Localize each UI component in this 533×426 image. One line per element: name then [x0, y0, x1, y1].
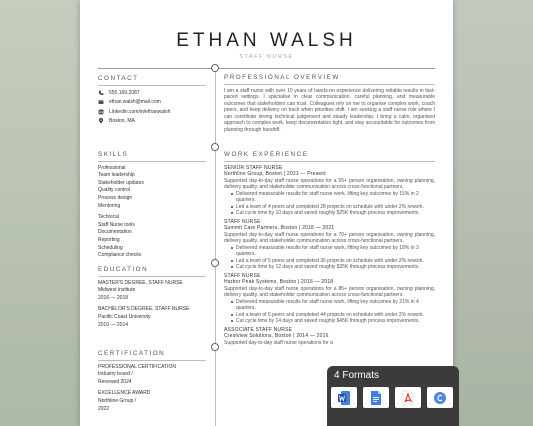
- contact-email[interactable]: ethan.walsh@mail.com: [98, 98, 206, 108]
- certification-section: [98, 350, 206, 413]
- contact-heading: CONTACT: [98, 75, 139, 82]
- cert-date: Renewed 2024: [98, 378, 132, 385]
- timeline-dot: [211, 143, 219, 151]
- word-icon: [337, 390, 351, 406]
- pdf-icon: [401, 390, 415, 406]
- job-title: ASSOCIATE STAFF NURSE: [224, 326, 293, 333]
- resume-name: ETHAN WALSH: [176, 30, 357, 51]
- job-bullet: Led a team of 5 peers and completed 36 projects on schedule with under 2% rework.: [224, 258, 435, 265]
- skill-item: Documentation: [98, 229, 132, 236]
- job-summary: Supported day-to-day staff nurse operations for a 85+ person organisation, owning planning, delivery quality, and stakeholder communication across cross-functional partners.: [224, 285, 435, 298]
- skill-item: Mentoring: [98, 202, 121, 209]
- formats-badge: [327, 366, 459, 426]
- skill-item: Scheduling: [98, 244, 123, 251]
- education-dates: 2016 — 2018: [98, 294, 129, 301]
- overview-text: I am a staff nurse with over 10 years of hands-on experience delivering reliable results in fast-paced settings. I specialise in clear communication, careful planning, and measurable outcomes that stakeholders can trust. Colleagues rely on me to organise complex work, coach peers, and keep delivery on track when priorities shift. I am seeking a staff nurse role where I can contribute strong technical judgement and steady leadership. I bring a calm, organised approach to complex work, keep documentation tight, and stay accountable for outcomes from planning through handoff.: [224, 87, 435, 133]
- header-divider: [98, 68, 435, 69]
- education-heading: EDUCATION: [98, 266, 149, 273]
- job-summary: Supported day-to-day staff nurse operations for a 70+ person organisation, owning planning, delivery quality, and stakeholder communication across cross-functional partners.: [224, 231, 435, 244]
- contact-section: [98, 75, 206, 127]
- skill-group-title: Technical: [98, 214, 119, 221]
- overview-section: [224, 75, 435, 133]
- job-bullet: Cut cycle time by 12 days and saved roughly $35K through process improvements.: [224, 264, 435, 271]
- job-bullet: Delivered measurable results for staff nurse work, lifting key outcomes by 15% in 2 quarters.: [224, 191, 435, 204]
- contact-location: Boston, MA: [98, 117, 206, 127]
- job-title: SENIOR STAFF NURSE: [224, 164, 283, 171]
- canva-format-button[interactable]: [427, 387, 453, 408]
- education-dates: 2010 — 2014: [98, 321, 129, 328]
- job-company: Summit Care Partners, Boston | 2018 — 2021: [224, 225, 335, 231]
- experience-heading: WORK EXPERIENCE: [224, 151, 309, 158]
- job-bullet: Led a team of 6 peers and completed 44 projects on schedule with under 2% rework.: [224, 312, 435, 319]
- job-summary: Supported day-to-day staff nurse operations for a: [224, 339, 333, 346]
- job-entry: [224, 219, 435, 271]
- pdf-format-button[interactable]: [395, 387, 421, 408]
- timeline-dot: [211, 64, 219, 72]
- job-company: Harbor Peak Systems, Boston | 2016 — 2018: [224, 279, 334, 285]
- skills-heading: SKILLS: [98, 151, 129, 158]
- skill-item: Reporting: [98, 236, 120, 243]
- job-title: STAFF NURSE: [224, 218, 261, 225]
- job-bullet: Led a team of 4 peers and completed 28 projects on schedule with under 2% rework.: [224, 204, 435, 211]
- job-bullet: Delivered measurable results for staff nurse work, lifting key outcomes by 18% in 3 quarters.: [224, 245, 435, 258]
- skill-item: Process design: [98, 194, 133, 201]
- resume-page: [80, 0, 453, 426]
- job-bullet: Cut cycle time by 10 days and saved roughly $25K through process improvements.: [224, 210, 435, 217]
- google-docs-icon: [369, 390, 383, 406]
- background-right: [453, 0, 533, 426]
- skill-item: Staff Nurse tools: [98, 221, 135, 228]
- phone-icon: [98, 91, 105, 96]
- timeline-line: [215, 68, 216, 426]
- job-summary: Supported day-to-day staff nurse operations for a 55+ person organisation, owning planning, delivery quality, and stakeholder communication across cross-functional partners.: [224, 177, 435, 190]
- education-school: Midwest Institute: [98, 287, 136, 294]
- certification-heading: CERTIFICATION: [98, 350, 166, 357]
- skill-item: Team leadership: [98, 172, 135, 179]
- education-degree: MASTER'S DEGREE, STAFF NURSE: [98, 279, 183, 286]
- cert-org: Industry board /: [98, 371, 133, 378]
- timeline-dot: [211, 259, 219, 267]
- job-entry: [224, 165, 435, 217]
- experience-section: [224, 152, 435, 346]
- google-docs-format-button[interactable]: [363, 387, 389, 408]
- cert-date: 2022: [98, 405, 110, 412]
- timeline-dot: [211, 343, 219, 351]
- formats-title: 4 Formats: [334, 370, 380, 381]
- skill-item: Stakeholder updates: [98, 179, 144, 186]
- overview-heading: PROFESSIONAL OVERVIEW: [224, 74, 340, 81]
- word-format-button[interactable]: [331, 387, 357, 408]
- job-entry: [224, 273, 435, 325]
- education-degree: BACHELOR'S DEGREE, STAFF NURSE: [98, 306, 190, 313]
- resume-role: STAFF NURSE: [239, 54, 294, 60]
- skill-item: Compliance checks: [98, 252, 142, 259]
- job-company: Northline Group, Boston | 2021 — Present: [224, 171, 326, 177]
- cert-org: Northline Group /: [98, 397, 137, 404]
- skill-item: Quality control: [98, 187, 130, 194]
- contact-linkedin[interactable]: Linkedin.com/in/ethanwalsh: [98, 108, 206, 118]
- cert-title: EXCELLENCE AWARD: [98, 390, 151, 397]
- job-bullet: Delivered measurable results for staff nurse work, lifting key outcomes by 21% in 4 quarters.: [224, 299, 435, 312]
- skills-section: [98, 151, 206, 260]
- job-title: STAFF NURSE: [224, 272, 261, 279]
- job-entry: [224, 327, 435, 347]
- job-company: Crestview Solutions, Boston | 2014 — 2016: [224, 333, 329, 339]
- background-left: [0, 0, 80, 426]
- linkedin-icon: [98, 110, 105, 115]
- education-section: [98, 266, 206, 329]
- location-pin-icon: [98, 119, 105, 124]
- job-bullet: Cut cycle time by 14 days and saved roughly $45K through process improvements.: [224, 318, 435, 325]
- email-icon: [98, 100, 105, 105]
- canva-icon: [433, 390, 447, 406]
- cert-title: PROFESSIONAL CERTIFICATION: [98, 363, 176, 370]
- skill-group-title: Professional: [98, 164, 126, 171]
- contact-phone: 555.169.2087: [98, 89, 206, 99]
- education-school: Pacific Coast University: [98, 313, 151, 320]
